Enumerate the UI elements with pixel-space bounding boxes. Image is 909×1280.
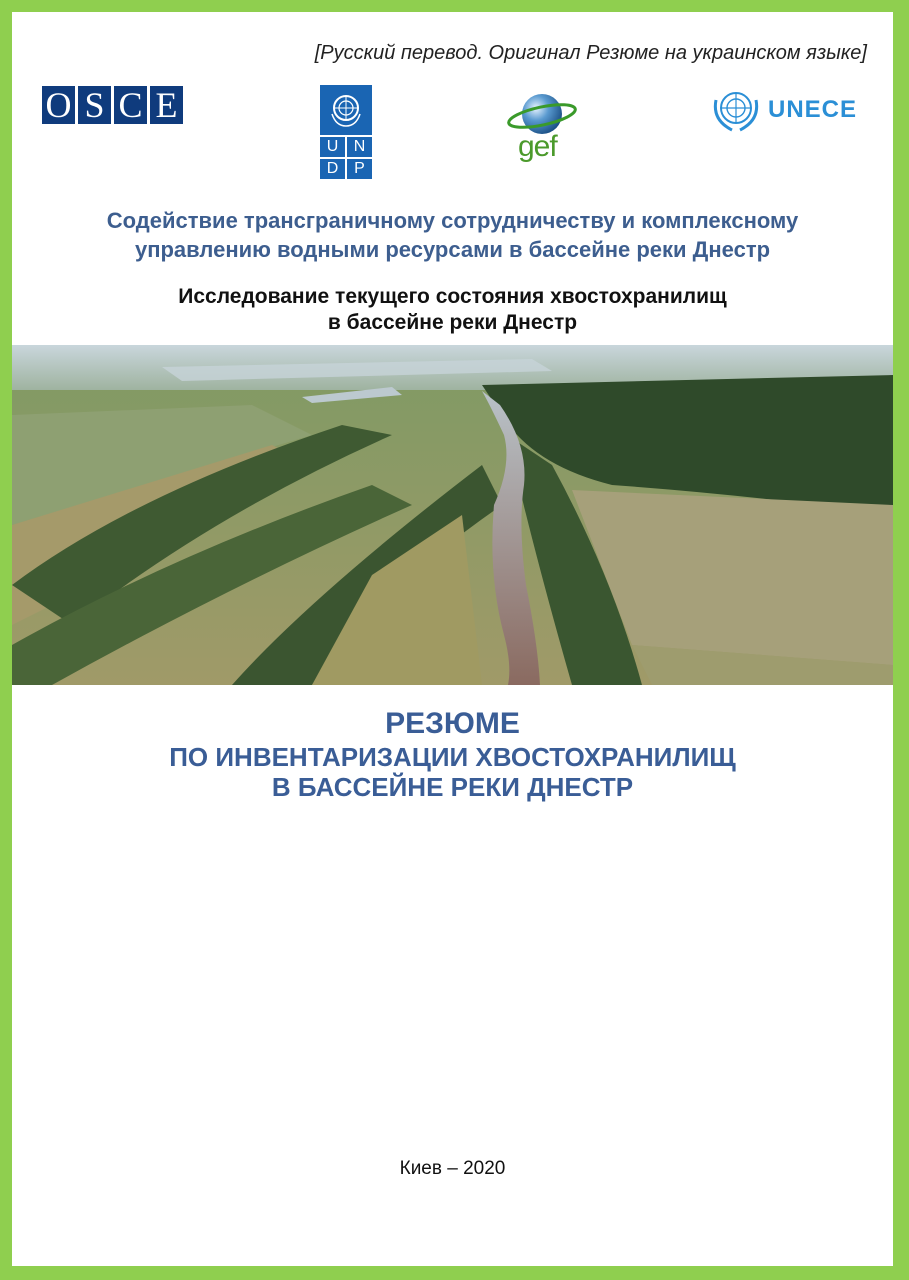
project-title-line: управлению водными ресурсами в бассейне реки Днестр <box>134 237 771 262</box>
river-aerial-photo <box>12 345 893 685</box>
undp-logo <box>320 85 372 179</box>
undp-letter: U <box>320 137 345 157</box>
osce-letter: S <box>78 86 111 124</box>
gef-logo <box>506 90 580 172</box>
unece-wordmark: UNECE <box>768 96 858 123</box>
project-title-line: Содействие трансграничному сотрудничеству и комплексному <box>106 208 799 233</box>
osce-letter: C <box>114 86 147 124</box>
place-year: Киев – 2020 <box>399 1158 506 1179</box>
resume-subtitle-line: В БАССЕЙНЕ РЕКИ ДНЕСТР <box>271 772 634 802</box>
resume-subtitle-line: ПО ИНВЕНТАРИЗАЦИИ ХВОСТОХРАНИЛИЩ <box>169 742 736 772</box>
translation-note: [Русский перевод. Оригинал Резюме на украинском языке] <box>314 42 867 64</box>
study-title <box>12 284 893 336</box>
undp-letter: N <box>347 137 372 157</box>
osce-letter: O <box>42 86 75 124</box>
gef-wordmark: gef <box>518 130 557 163</box>
un-emblem-icon <box>710 86 762 134</box>
undp-letter: P <box>347 159 372 179</box>
osce-logo <box>42 86 183 124</box>
un-emblem-icon <box>320 85 372 135</box>
resume-title: РЕЗЮМЕ <box>385 707 520 740</box>
study-title-line: Исследование текущего состояния хвостохранилищ <box>178 285 727 308</box>
document-page <box>12 12 893 1266</box>
project-title <box>12 206 893 264</box>
undp-letter: D <box>320 159 345 179</box>
resume-heading <box>12 706 893 802</box>
study-title-line: в бассейне реки Днестр <box>327 311 578 334</box>
osce-letter: E <box>150 86 183 124</box>
unece-logo <box>710 86 857 134</box>
